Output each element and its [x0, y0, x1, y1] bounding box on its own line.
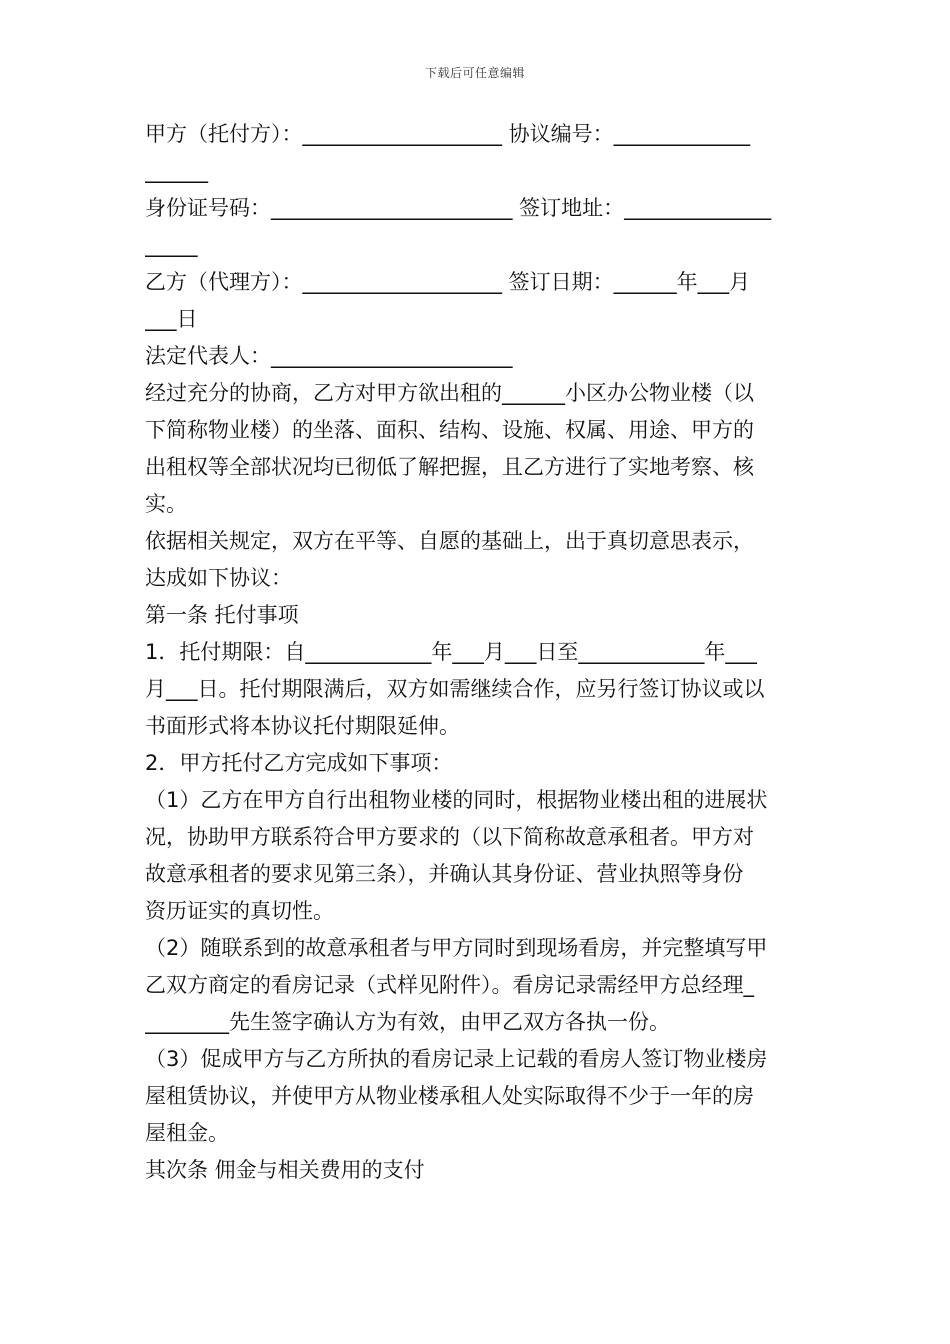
text-line: 甲方（托付方）：___________________ 协议编号：_____________	[145, 122, 751, 146]
text-line: 达成如下协议：	[145, 566, 292, 590]
text-line: 故意承租者的要求见第三条），并确认其身份证、营业执照等身份	[145, 862, 744, 886]
text-line: 出租权等全部状况均已彻低了解把握，且乙方进行了实地考察、核	[145, 455, 754, 479]
text-line: ________先生签字确认方为有效，由甲乙双方各执一份。	[145, 1010, 670, 1034]
text-line: 依据相关规定，双方在平等、自愿的基础上，出于真切意思表示，	[145, 529, 754, 553]
text-line: 实。	[145, 492, 187, 516]
text-line: 况，协助甲方联系符合甲方要求的（以下简称故意承租者。甲方对	[145, 825, 754, 849]
text-line: 资历证实的真切性。	[145, 899, 334, 923]
page-header-note: 下载后可任意编辑	[424, 66, 525, 80]
text-line: 书面形式将本协议托付期限延伸。	[145, 714, 460, 738]
text-line: 乙双方商定的看房记录（式样见附件）。看房记录需经甲方总经理_	[145, 973, 754, 997]
text-line: ___日	[145, 307, 198, 331]
text-line: 1．托付期限：自____________年___月___日至____________年___	[145, 640, 757, 664]
text-line: ______	[145, 159, 208, 183]
text-line: _____	[145, 233, 198, 257]
text-line: 经过充分的协商，乙方对甲方欲出租的______小区办公物业楼（以	[145, 381, 754, 405]
section-heading: 其次条 佣金与相关费用的支付	[145, 1158, 425, 1182]
text-line: 2．甲方托付乙方完成如下事项：	[145, 751, 453, 775]
text-line: 屋租金。	[145, 1121, 229, 1145]
section-heading: 第一条 托付事项	[145, 603, 299, 627]
text-line: 屋租赁协议，并使甲方从物业楼承租人处实际取得不少于一年的房	[145, 1084, 754, 1108]
text-line: 身份证号码：_______________________ 签订地址：______________	[145, 196, 772, 220]
text-line: （3）促成甲方与乙方所执的看房记录上记载的看房人签订物业楼房	[145, 1047, 768, 1071]
text-line: 月___日。托付期限满后，双方如需继续合作，应另行签订协议或以	[145, 677, 765, 701]
text-line: （2）随联系到的故意承租者与甲方同时到现场看房，并完整填写甲	[145, 936, 768, 960]
text-line: 法定代表人：_______________________	[145, 344, 513, 368]
text-line: 下简称物业楼）的坐落、面积、结构、设施、权属、用途、甲方的	[145, 418, 754, 442]
text-line: 乙方（代理方）：___________________ 签订日期：______年___月	[145, 270, 751, 294]
document-body	[145, 116, 809, 1189]
text-line: （1）乙方在甲方自行出租物业楼的同时，根据物业楼出租的进展状	[145, 788, 768, 812]
